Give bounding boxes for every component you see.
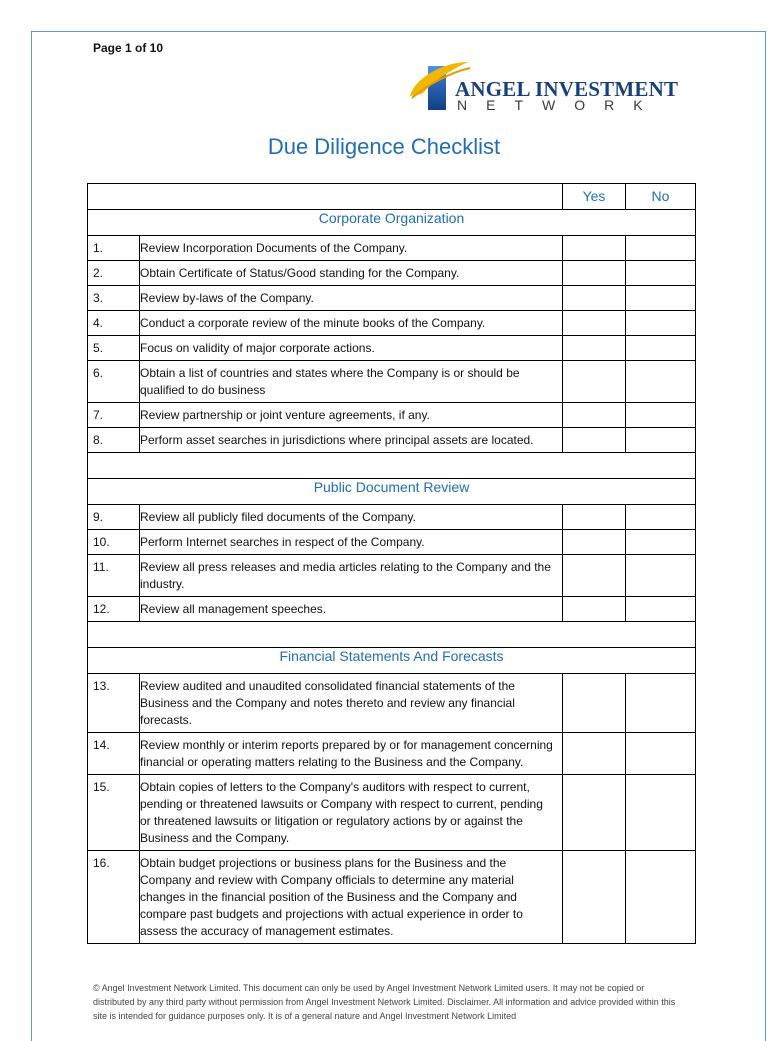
- checklist-item-row: [88, 733, 696, 775]
- no-checkbox-cell[interactable]: [626, 555, 696, 597]
- item-text: Review audited and unaudited consolidated financial statements of the Business and the Company and notes thereto and review any financial forecasts.: [140, 674, 563, 733]
- checklist-item-row: [88, 403, 696, 428]
- item-number: 10.: [88, 530, 140, 555]
- no-checkbox-cell[interactable]: [626, 505, 696, 530]
- checklist-item-row: [88, 505, 696, 530]
- yes-checkbox-cell[interactable]: [563, 530, 626, 555]
- no-checkbox-cell[interactable]: [626, 403, 696, 428]
- item-text: Obtain a list of countries and states where the Company is or should be qualified to do business: [140, 361, 563, 403]
- item-number: 1.: [88, 236, 140, 261]
- item-number: 7.: [88, 403, 140, 428]
- page-number: Page 1 of 10: [93, 41, 164, 55]
- item-number: 14.: [88, 733, 140, 775]
- section-heading: Financial Statements And Forecasts: [88, 648, 696, 674]
- item-number: 2.: [88, 261, 140, 286]
- item-text: Focus on validity of major corporate actions.: [140, 336, 563, 361]
- yes-checkbox-cell[interactable]: [563, 236, 626, 261]
- item-text: Obtain budget projections or business plans for the Business and the Company and review with Company officials to determine any material changes in the financial position of the Business and the Company and compare past budgets and projections with actual experience in order to assess the accuracy of management estimates.: [140, 851, 563, 944]
- yes-column-header: Yes: [563, 184, 626, 210]
- no-checkbox-cell[interactable]: [626, 428, 696, 453]
- yes-checkbox-cell[interactable]: [563, 505, 626, 530]
- spacer-cell: [88, 453, 696, 479]
- section-heading-row: [88, 648, 696, 674]
- checklist-item-row: [88, 236, 696, 261]
- item-text: Conduct a corporate review of the minute books of the Company.: [140, 311, 563, 336]
- no-checkbox-cell[interactable]: [626, 261, 696, 286]
- item-number: 5.: [88, 336, 140, 361]
- no-checkbox-cell[interactable]: [626, 336, 696, 361]
- item-number: 11.: [88, 555, 140, 597]
- item-text: Review all publicly filed documents of the Company.: [140, 505, 563, 530]
- item-text: Review all press releases and media articles relating to the Company and the industry.: [140, 555, 563, 597]
- checklist-item-row: [88, 555, 696, 597]
- spacer-cell: [88, 622, 696, 648]
- yes-checkbox-cell[interactable]: [563, 428, 626, 453]
- item-number: 8.: [88, 428, 140, 453]
- item-text: Review by-laws of the Company.: [140, 286, 563, 311]
- checklist-item-row: [88, 530, 696, 555]
- no-checkbox-cell[interactable]: [626, 733, 696, 775]
- item-text: Obtain Certificate of Status/Good standing for the Company.: [140, 261, 563, 286]
- checklist-item-row: [88, 597, 696, 622]
- item-number: 3.: [88, 286, 140, 311]
- checklist-item-row: [88, 361, 696, 403]
- checklist-item-row: [88, 336, 696, 361]
- no-checkbox-cell[interactable]: [626, 286, 696, 311]
- document-title: Due Diligence Checklist: [267, 134, 501, 159]
- yes-checkbox-cell[interactable]: [563, 261, 626, 286]
- yes-checkbox-cell[interactable]: [563, 361, 626, 403]
- logo-name-line1: ANGEL INVESTMENT: [455, 77, 679, 101]
- item-number: 12.: [88, 597, 140, 622]
- yes-checkbox-cell[interactable]: [563, 311, 626, 336]
- spacer-row: [88, 622, 696, 648]
- checklist-item-row: [88, 674, 696, 733]
- checklist-item-row: [88, 286, 696, 311]
- yes-checkbox-cell[interactable]: [563, 674, 626, 733]
- section-heading-row: [88, 479, 696, 505]
- no-checkbox-cell[interactable]: [626, 674, 696, 733]
- item-text: Review monthly or interim reports prepared by or for management concerning financial or operating matters relating to the Business and the Company.: [140, 733, 563, 775]
- item-number: 4.: [88, 311, 140, 336]
- item-text: Review partnership or joint venture agreements, if any.: [140, 403, 563, 428]
- no-checkbox-cell[interactable]: [626, 851, 696, 944]
- checklist-table: [87, 183, 696, 944]
- checklist-item-row: [88, 311, 696, 336]
- logo-name-line2: NETWORK: [457, 97, 662, 113]
- item-text: Perform asset searches in jurisdictions where principal assets are located.: [140, 428, 563, 453]
- checklist-item-row: [88, 851, 696, 944]
- yes-checkbox-cell[interactable]: [563, 597, 626, 622]
- no-checkbox-cell[interactable]: [626, 775, 696, 851]
- no-column-header: No: [626, 184, 696, 210]
- no-checkbox-cell[interactable]: [626, 311, 696, 336]
- no-checkbox-cell[interactable]: [626, 236, 696, 261]
- section-heading-row: [88, 210, 696, 236]
- checklist-item-row: [88, 261, 696, 286]
- item-number: 6.: [88, 361, 140, 403]
- yes-checkbox-cell[interactable]: [563, 286, 626, 311]
- footer-disclaimer: © Angel Investment Network Limited. This document can only be used by Angel Investment Network Limited users. It may not be copied or distributed by any third party without permission from Angel Investment Network Limited. Disclaimer. All information and advice provided within this site is intended for guidance purposes only. It is of a general nature and Angel Investment Network Limited: [93, 983, 676, 1021]
- checklist-item-row: [88, 428, 696, 453]
- section-heading: Corporate Organization: [88, 210, 696, 236]
- yes-checkbox-cell[interactable]: [563, 733, 626, 775]
- yes-checkbox-cell[interactable]: [563, 775, 626, 851]
- item-number: 9.: [88, 505, 140, 530]
- item-text: Review all management speeches.: [140, 597, 563, 622]
- item-number: 15.: [88, 775, 140, 851]
- item-text: Review Incorporation Documents of the Company.: [140, 236, 563, 261]
- no-checkbox-cell[interactable]: [626, 597, 696, 622]
- item-text: Obtain copies of letters to the Company's auditors with respect to current, pending or threatened lawsuits or Company with respect to current, pending or threatened lawsuits or litigation or regulatory actions by or against the Business and the Company.: [140, 775, 563, 851]
- header-blank-cell: [88, 184, 563, 210]
- item-number: 13.: [88, 674, 140, 733]
- yes-checkbox-cell[interactable]: [563, 336, 626, 361]
- yes-checkbox-cell[interactable]: [563, 851, 626, 944]
- table-header-row: [88, 184, 696, 210]
- no-checkbox-cell[interactable]: [626, 361, 696, 403]
- item-number: 16.: [88, 851, 140, 944]
- item-text: Perform Internet searches in respect of the Company.: [140, 530, 563, 555]
- spacer-row: [88, 453, 696, 479]
- checklist-item-row: [88, 775, 696, 851]
- yes-checkbox-cell[interactable]: [563, 403, 626, 428]
- no-checkbox-cell[interactable]: [626, 530, 696, 555]
- section-heading: Public Document Review: [88, 479, 696, 505]
- yes-checkbox-cell[interactable]: [563, 555, 626, 597]
